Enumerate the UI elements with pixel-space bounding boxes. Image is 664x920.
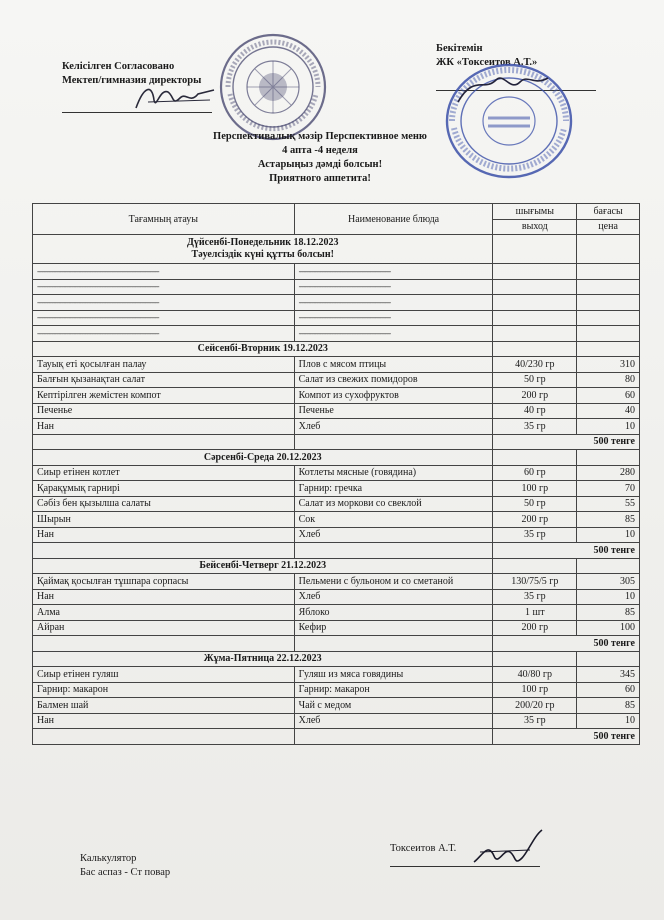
table-row — [33, 264, 640, 280]
table-cell — [294, 729, 493, 745]
day-row-tuesday — [33, 341, 640, 357]
table-row — [33, 279, 640, 295]
item-ru: Чай с медом — [294, 698, 493, 714]
table-cell — [493, 450, 577, 466]
table-row — [33, 527, 640, 543]
item-ru: Пельмени с бульоном и со сметаной — [294, 574, 493, 590]
item-yield: 1 шт — [493, 605, 577, 621]
day-title-thursday: Бейсенбі-Четверг 21.12.2023 — [33, 558, 493, 574]
day-row-thursday — [33, 558, 640, 574]
day-title-friday: Жұма-Пятница 22.12.2023 — [33, 651, 493, 667]
item-kz: Кептірілген жемістен компот — [33, 388, 295, 404]
item-kz: Сиыр етінен котлет — [33, 465, 295, 481]
item-price: 55 — [577, 496, 640, 512]
table-cell — [294, 434, 493, 450]
director-signature-icon — [130, 80, 220, 116]
day-title-wednesday: Сәрсенбі-Среда 20.12.2023 — [33, 450, 493, 466]
table-row — [33, 326, 640, 342]
table-cell — [33, 434, 295, 450]
table-cell — [33, 636, 295, 652]
item-yield: 35 гр — [493, 419, 577, 435]
item-ru: Гарнир: гречка — [294, 481, 493, 497]
table-cell — [493, 264, 577, 280]
item-ru: Гарнир: макарон — [294, 682, 493, 698]
table-row — [33, 698, 640, 714]
day-title-monday — [33, 235, 493, 264]
header-ru-name: Наименование блюда — [294, 204, 493, 235]
item-yield: 40/230 гр — [493, 357, 577, 373]
table-cell — [33, 729, 295, 745]
dash-cell: ------------------------------------------------------- — [294, 279, 493, 295]
table-row — [33, 605, 640, 621]
item-price: 10 — [577, 419, 640, 435]
menu-title-block — [150, 130, 490, 186]
item-kz: Сәбіз бен қызылша салаты — [33, 496, 295, 512]
item-price: 85 — [577, 512, 640, 528]
table-row — [33, 310, 640, 326]
dash-cell: ------------------------------------------------------------------------- — [33, 310, 295, 326]
item-kz: Балмен шай — [33, 698, 295, 714]
school-stamp-icon — [218, 32, 328, 142]
table-cell — [493, 326, 577, 342]
total-row — [33, 543, 640, 559]
item-yield: 40/80 гр — [493, 667, 577, 683]
table-row — [33, 682, 640, 698]
table-cell — [577, 264, 640, 280]
table-row — [33, 403, 640, 419]
item-price: 10 — [577, 527, 640, 543]
item-kz: Нан — [33, 419, 295, 435]
dash-cell: ------------------------------------------------------- — [294, 326, 493, 342]
table-cell — [577, 279, 640, 295]
item-kz: Нан — [33, 713, 295, 729]
table-cell — [294, 636, 493, 652]
table-row — [33, 419, 640, 435]
table-row — [33, 512, 640, 528]
item-price: 345 — [577, 667, 640, 683]
total-row — [33, 434, 640, 450]
table-row — [33, 574, 640, 590]
day-title-monday-text: Дүйсенбі-Понедельник 18.12.2023 — [186, 237, 339, 248]
item-ru: Печенье — [294, 403, 493, 419]
item-yield: 100 гр — [493, 682, 577, 698]
table-cell — [493, 558, 577, 574]
table-cell — [577, 295, 640, 311]
item-ru: Плов с мясом птицы — [294, 357, 493, 373]
table-row — [33, 496, 640, 512]
table-row — [33, 620, 640, 636]
dash-cell: ------------------------------------------------------------------------- — [33, 264, 295, 280]
item-ru: Яблоко — [294, 605, 493, 621]
footer-left — [80, 852, 170, 880]
footer-chef: Бас аспаз - Ст повар — [80, 867, 171, 878]
header-yield-ru: выход — [493, 219, 577, 235]
dash-cell: ------------------------------------------------------- — [294, 264, 493, 280]
item-price: 40 — [577, 403, 640, 419]
header-price-ru: цена — [577, 219, 640, 235]
item-ru: Котлеты мясные (говядина) — [294, 465, 493, 481]
table-cell — [577, 326, 640, 342]
day-title-tuesday: Сейсенбі-Вторник 19.12.2023 — [33, 341, 493, 357]
item-kz: Тауық еті қосылған палау — [33, 357, 295, 373]
total-row — [33, 636, 640, 652]
dash-cell: ------------------------------------------------------- — [294, 310, 493, 326]
day-row-monday — [33, 235, 640, 264]
item-yield: 35 гр — [493, 713, 577, 729]
approval-left-line2: Мектеп/гимназия директоры — [62, 75, 202, 86]
item-kz: Нан — [33, 589, 295, 605]
item-kz: Нан — [33, 527, 295, 543]
item-price: 85 — [577, 605, 640, 621]
item-yield: 60 гр — [493, 465, 577, 481]
table-row — [33, 372, 640, 388]
approval-right-line2: ЖК «Токсеитов А.Т.» — [436, 57, 538, 68]
item-kz: Қарақұмық гарниpi — [33, 481, 295, 497]
menu-title-line3: Астарыңыз дәмді болсын! — [257, 159, 383, 170]
table-cell — [33, 543, 295, 559]
menu-table — [32, 203, 640, 745]
item-price: 280 — [577, 465, 640, 481]
header-kz-name: Тағамның атауы — [33, 204, 295, 235]
item-ru: Хлеб — [294, 713, 493, 729]
item-ru: Салат из моркови со свеклой — [294, 496, 493, 512]
table-cell — [493, 295, 577, 311]
day-total: 500 тенге — [493, 434, 640, 450]
header-yield-kz: шығымы — [493, 204, 577, 220]
table-cell — [493, 310, 577, 326]
day-total: 500 тенге — [493, 543, 640, 559]
dash-cell: ------------------------------------------------------- — [294, 295, 493, 311]
menu-title-line4: Приятного аппетита! — [269, 173, 371, 184]
item-price: 60 — [577, 682, 640, 698]
item-yield: 35 гр — [493, 527, 577, 543]
table-cell — [577, 235, 640, 264]
table-row — [33, 295, 640, 311]
item-price: 100 — [577, 620, 640, 636]
item-ru: Гуляш из мяса говядины — [294, 667, 493, 683]
menu-title-line2: 4 апта -4 неделя — [282, 145, 358, 156]
item-price: 10 — [577, 589, 640, 605]
item-yield: 130/75/5 гр — [493, 574, 577, 590]
item-yield: 35 гр — [493, 589, 577, 605]
item-price: 305 — [577, 574, 640, 590]
table-cell — [577, 651, 640, 667]
dash-cell: ------------------------------------------------------------------------- — [33, 326, 295, 342]
item-price: 310 — [577, 357, 640, 373]
item-kz: Шырын — [33, 512, 295, 528]
table-row — [33, 357, 640, 373]
item-ru: Хлеб — [294, 419, 493, 435]
item-price: 10 — [577, 713, 640, 729]
item-kz: Алма — [33, 605, 295, 621]
item-yield: 100 гр — [493, 481, 577, 497]
table-cell — [577, 310, 640, 326]
table-row — [33, 481, 640, 497]
table-row — [33, 589, 640, 605]
footer-right-name: Токсеитов А.Т. — [390, 843, 457, 854]
table-row — [33, 388, 640, 404]
item-ru: Хлеб — [294, 527, 493, 543]
menu-title-line1: Перспективалық мәзір Перспективное меню — [213, 131, 427, 142]
table-row — [33, 667, 640, 683]
item-yield: 200/20 гр — [493, 698, 577, 714]
item-price: 60 — [577, 388, 640, 404]
item-kz: Балғын қызанақтан салат — [33, 372, 295, 388]
item-kz: Қаймақ қосылған тұшпара сорпасы — [33, 574, 295, 590]
footer-calculator: Калькулятор — [80, 853, 137, 864]
dash-cell: ------------------------------------------------------------------------- — [33, 279, 295, 295]
chef-signature-icon — [470, 826, 550, 872]
table-row — [33, 465, 640, 481]
item-kz: Гарнир: макарон — [33, 682, 295, 698]
table-cell — [577, 558, 640, 574]
day-subtitle-monday-text: Тәуелсіздік күні құтты болсын! — [191, 249, 334, 260]
table-cell — [577, 341, 640, 357]
item-ru: Салат из свежих помидоров — [294, 372, 493, 388]
table-cell — [493, 341, 577, 357]
table-header-row-1 — [33, 204, 640, 220]
header-price-kz: бағасы — [577, 204, 640, 220]
day-total: 500 тенге — [493, 636, 640, 652]
item-ru: Хлеб — [294, 589, 493, 605]
item-yield: 200 гр — [493, 512, 577, 528]
item-price: 70 — [577, 481, 640, 497]
item-yield: 40 гр — [493, 403, 577, 419]
day-total: 500 тенге — [493, 729, 640, 745]
approval-right-line1: Бекітемін — [436, 43, 483, 54]
item-price: 85 — [577, 698, 640, 714]
approval-left-line1: Келісілген Согласовано — [62, 61, 175, 72]
dash-cell: ------------------------------------------------------------------------- — [33, 295, 295, 311]
item-kz: Печенье — [33, 403, 295, 419]
item-ru: Кефир — [294, 620, 493, 636]
item-price: 80 — [577, 372, 640, 388]
item-yield: 200 гр — [493, 388, 577, 404]
item-yield: 50 гр — [493, 372, 577, 388]
item-kz: Айран — [33, 620, 295, 636]
item-kz: Сиыр етінен гуляш — [33, 667, 295, 683]
day-row-friday — [33, 651, 640, 667]
table-cell — [493, 279, 577, 295]
table-cell — [493, 651, 577, 667]
table-row — [33, 713, 640, 729]
item-ru: Сок — [294, 512, 493, 528]
day-row-wednesday — [33, 450, 640, 466]
table-cell — [294, 543, 493, 559]
item-ru: Компот из сухофруктов — [294, 388, 493, 404]
item-yield: 50 гр — [493, 496, 577, 512]
total-row — [33, 729, 640, 745]
table-cell — [493, 235, 577, 264]
item-yield: 200 гр — [493, 620, 577, 636]
table-cell — [577, 450, 640, 466]
